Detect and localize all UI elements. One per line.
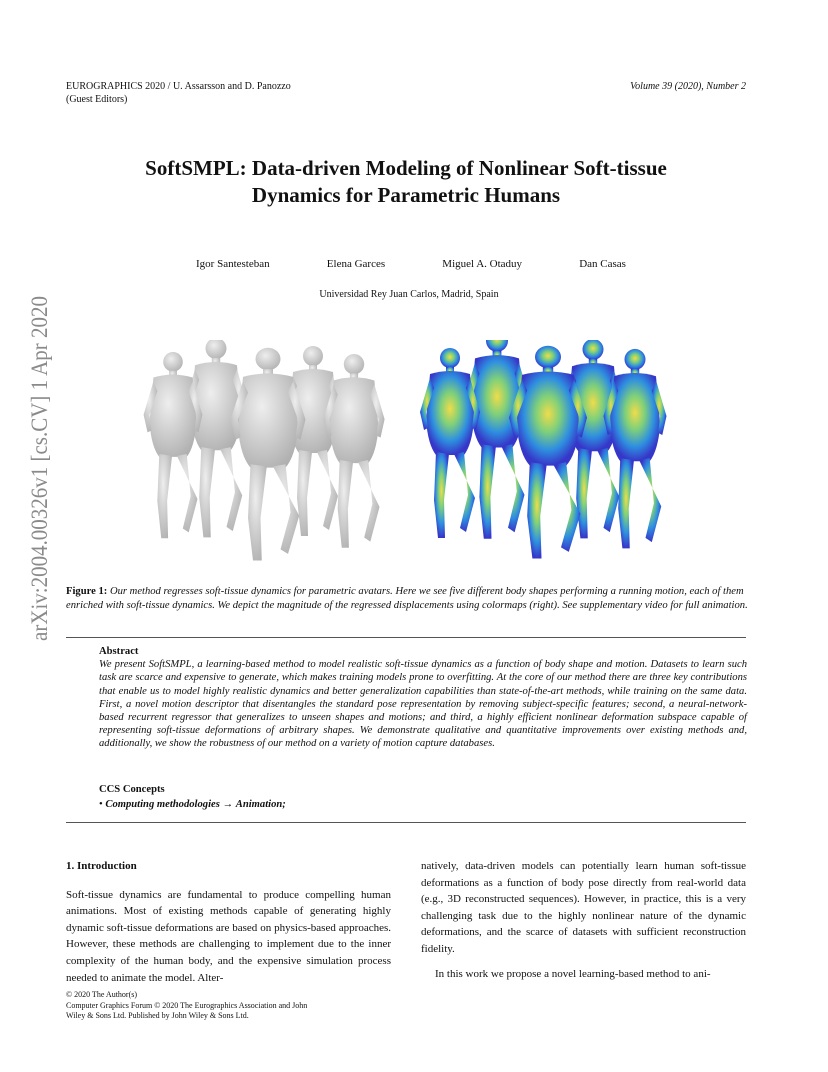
title-line2: Dynamics for Parametric Humans [251, 183, 561, 207]
left-column [66, 858, 391, 994]
figure-caption [66, 585, 754, 613]
ccs-sub: Animation; [235, 799, 286, 810]
arxiv-stamp [22, 296, 54, 646]
figure-caption-text: Our method regresses soft-tissue dynamics for parametric avatars. Here we see five different body shapes performing a running motion, each of them enriched with soft-tissue dynamics. We depict the magnitude of the regressed displacements using colormaps (right). See supplementary video for full animation. [66, 586, 748, 611]
divider [66, 822, 746, 823]
author-name: Elena Garces [326, 258, 386, 270]
journal-header-line1: EUROGRAPHICS 2020 / U. Assarsson and D. Panozzo [66, 81, 291, 92]
abstract-heading: Abstract [99, 646, 139, 657]
ccs-bullet: • [99, 799, 103, 810]
journal-header [66, 80, 366, 106]
author-name: Igor Santesteban [196, 258, 270, 270]
colormap-meshes [420, 340, 667, 559]
author-name: Dan Casas [579, 258, 626, 270]
paragraph: natively, data-driven models can potentially learn human soft-tissue deformations as a function of body pose directly from real-world data (e.g., 3D reconstructed sequences). However, in practice, this is a very challenging task due to the highly nonlinear nature of the dynamic deformations, and the scarce of datasets with sufficient reconstruction fidelity. [421, 860, 746, 955]
right-column [421, 858, 746, 990]
paper-title [66, 155, 746, 209]
abstract [99, 645, 747, 751]
author-list [196, 258, 626, 270]
footer-line: Computer Graphics Forum © 2020 The Eurographics Association and John [66, 1000, 308, 1010]
footer-line: Wiley & Sons Ltd. Published by John Wiley & Sons Ltd. [66, 1011, 249, 1020]
author-name: Miguel A. Otaduy [442, 258, 523, 270]
section-heading: 1. Introduction [66, 860, 137, 872]
volume-header: Volume 39 (2020), Number 2 [630, 81, 746, 92]
paragraph: Soft-tissue dynamics are fundamental to produce compelling human animations. Most of existing methods capable of generating highly dynamic soft-tissue deformations are based on physics-based approaches. However, these methods are challenging to implement due to the inner complexity of the human body, and the expensive simulation process needed to animate the model. Alter- [66, 888, 391, 984]
footer-line: © 2020 The Author(s) [66, 990, 138, 999]
ccs-heading: CCS Concepts [99, 784, 165, 795]
ccs-item: Computing methodologies [105, 799, 220, 810]
figure-label: Figure 1: [66, 586, 108, 597]
teaser-figure [130, 340, 710, 570]
paragraph: In this work we propose a novel learning-based method to ani- [435, 967, 711, 980]
copyright-footer [66, 990, 396, 1022]
gray-meshes [144, 340, 385, 561]
affiliation: Universidad Rey Juan Carlos, Madrid, Spain [319, 289, 499, 300]
abstract-text: We present SoftSMPL, a learning-based method to model realistic soft-tissue dynamics as a function of body shape and motion. Datasets to learn such task are scarce and expensive to generate, which makes training models prone to overfitting. At the core of our method there are three key contributions that enable us to model highly realistic dynamics and better generalization capabilities than state-of-the-art methods, while training on the same data. First, a novel motion descriptor that disentangles the standard pose representation by removing subject-specific features; second, a neural-network-based recurrent regressor that generalizes to unseen shapes and motions; and third, a highly efficient nonlinear deformation subspace capable of representing soft-tissue deformations of arbitrary shapes. We demonstrate qualitative and quantitative improvements over existing methods and, additionally, we show the robustness of our method on a variety of motion capture databases. [99, 659, 747, 750]
title-line1: SoftSMPL: Data-driven Modeling of Nonlinear Soft-tissue [145, 156, 667, 180]
ccs-concepts [99, 782, 747, 812]
ccs-entry [99, 797, 747, 812]
divider [66, 637, 746, 638]
ccs-arrow: → [222, 799, 234, 810]
arxiv-stamp-text: arXiv:2004.00326v1 [cs.CV] 1 Apr 2020 [27, 296, 52, 641]
journal-header-line2: (Guest Editors) [66, 94, 128, 105]
